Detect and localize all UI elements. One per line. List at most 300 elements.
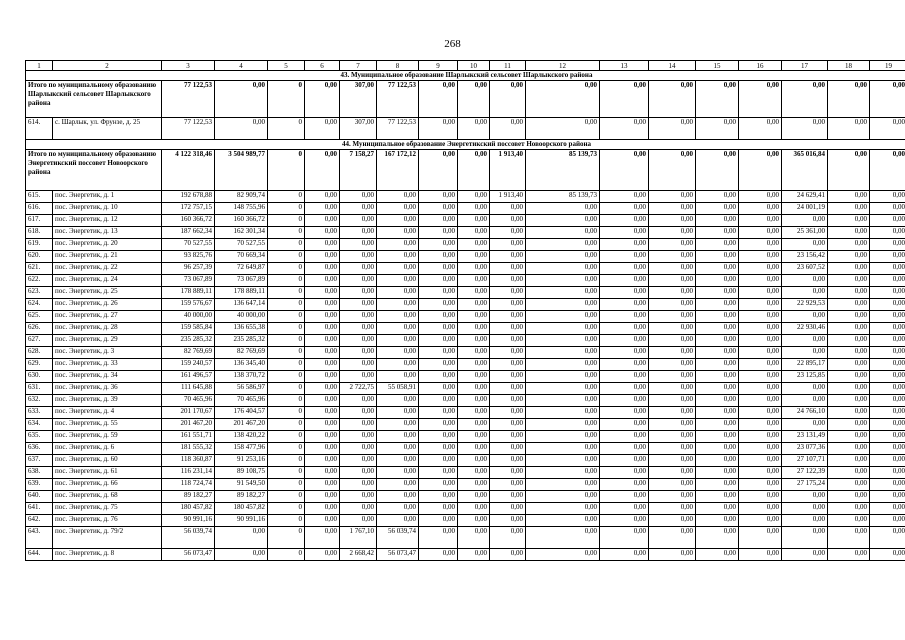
row-value: 159 240,57: [162, 359, 215, 371]
row-value: 0,00: [305, 455, 340, 467]
row-value: 0,00: [419, 383, 458, 395]
row-value: 0: [268, 491, 305, 503]
row-value: 0,00: [526, 491, 600, 503]
address: пос. Энергетик, д. 60: [53, 455, 162, 467]
row-number: 640.: [26, 491, 53, 503]
row-value: 0,00: [458, 251, 490, 263]
total-value: 4 122 318,46: [162, 150, 215, 191]
register-table: [25, 60, 905, 561]
row-value: 1 913,40: [490, 191, 526, 203]
address: пос. Энергетик, д. 29: [53, 335, 162, 347]
row-value: 0,00: [649, 407, 696, 419]
row-value: 0,00: [490, 347, 526, 359]
row-value: 0,00: [828, 215, 870, 227]
table-row: [26, 323, 905, 335]
row-number: 628.: [26, 347, 53, 359]
row-value: 0,00: [649, 371, 696, 383]
address: пос. Энергетик, д. 20: [53, 239, 162, 251]
row-value: 0,00: [458, 527, 490, 549]
row-number: 636.: [26, 443, 53, 455]
row-value: 118 360,87: [162, 455, 215, 467]
row-value: 0,00: [696, 287, 739, 299]
row-value: 0,00: [828, 455, 870, 467]
row-value: 0,00: [600, 203, 649, 215]
row-value: 0,00: [696, 467, 739, 479]
row-value: 0,00: [340, 203, 377, 215]
row-value: 2 668,42: [340, 549, 377, 561]
table-row: [26, 239, 905, 251]
row-value: 0,00: [340, 371, 377, 383]
row-value: 0,00: [739, 239, 782, 251]
row-number: 638.: [26, 467, 53, 479]
row-value: 0,00: [739, 299, 782, 311]
row-value: 0,00: [458, 191, 490, 203]
row-value: 0,00: [458, 395, 490, 407]
row-value: 0,00: [828, 371, 870, 383]
row-value: 0,00: [305, 419, 340, 431]
row-number: 635.: [26, 431, 53, 443]
row-value: 0,00: [828, 227, 870, 239]
row-value: 0,00: [490, 371, 526, 383]
row-value: 0,00: [340, 467, 377, 479]
row-value: 0,00: [600, 287, 649, 299]
row-value: 89 182,27: [215, 491, 268, 503]
row-value: 0,00: [739, 359, 782, 371]
row-value: 0,00: [377, 323, 419, 335]
row-value: 0,00: [870, 299, 905, 311]
row-value: 0,00: [600, 227, 649, 239]
address: пос. Энергетик, д. 66: [53, 479, 162, 491]
row-value: 0,00: [526, 467, 600, 479]
row-value: 0,00: [649, 395, 696, 407]
address: пос. Энергетик, д. 79/2: [53, 527, 162, 549]
table-row: [26, 203, 905, 215]
row-value: 0,00: [526, 455, 600, 467]
total-value: 0,00: [419, 81, 458, 118]
row-value: 0,00: [458, 407, 490, 419]
row-value: 0,00: [782, 347, 828, 359]
row-number: 616.: [26, 203, 53, 215]
column-number: 12: [526, 61, 600, 71]
address: с. Шарлык, ул. Фрунзе, д. 25: [53, 118, 162, 140]
row-value: 0: [268, 335, 305, 347]
row-value: 0,00: [419, 118, 458, 140]
row-value: 0: [268, 431, 305, 443]
row-value: 0,00: [458, 503, 490, 515]
row-value: 0,00: [526, 203, 600, 215]
total-value: 3 504 989,77: [215, 150, 268, 191]
row-value: 0,00: [696, 549, 739, 561]
row-value: 0,00: [305, 263, 340, 275]
row-value: 0,00: [377, 371, 419, 383]
row-value: 0,00: [649, 251, 696, 263]
row-value: 0,00: [305, 251, 340, 263]
row-number: 637.: [26, 455, 53, 467]
row-value: 0,00: [649, 263, 696, 275]
row-value: 0,00: [305, 347, 340, 359]
row-value: 0,00: [649, 323, 696, 335]
row-value: 0,00: [458, 549, 490, 561]
total-value: 0,00: [490, 81, 526, 118]
row-value: 85 139,73: [526, 191, 600, 203]
table-row: [26, 251, 905, 263]
row-value: 0,00: [526, 275, 600, 287]
row-value: 0,00: [490, 227, 526, 239]
row-value: 0: [268, 347, 305, 359]
row-value: 138 370,72: [215, 371, 268, 383]
row-value: 0,00: [739, 467, 782, 479]
total-value: 0,00: [600, 81, 649, 118]
row-value: 0,00: [377, 203, 419, 215]
total-value: 77 122,53: [162, 81, 215, 118]
address: пос. Энергетик, д. 25: [53, 287, 162, 299]
row-value: 0,00: [490, 359, 526, 371]
row-value: 0,00: [739, 443, 782, 455]
row-value: 23 125,85: [782, 371, 828, 383]
row-value: 0,00: [305, 287, 340, 299]
row-value: 0,00: [419, 311, 458, 323]
row-value: 0,00: [305, 239, 340, 251]
row-value: 0,00: [458, 347, 490, 359]
row-value: 0,00: [340, 347, 377, 359]
row-value: 0,00: [649, 479, 696, 491]
row-value: 0,00: [696, 239, 739, 251]
row-value: 0,00: [305, 395, 340, 407]
row-value: 0,00: [377, 443, 419, 455]
total-value: 0,00: [215, 81, 268, 118]
total-value: 0,00: [828, 150, 870, 191]
row-value: 0,00: [649, 215, 696, 227]
row-value: 0,00: [526, 549, 600, 561]
row-value: 0,00: [419, 299, 458, 311]
row-value: 0,00: [782, 419, 828, 431]
table-row: [26, 431, 905, 443]
row-value: 0,00: [340, 359, 377, 371]
row-value: 0,00: [828, 299, 870, 311]
row-value: 0,00: [739, 407, 782, 419]
row-value: 0,00: [305, 311, 340, 323]
row-value: 0,00: [215, 527, 268, 549]
row-value: 0,00: [739, 227, 782, 239]
row-value: 0,00: [419, 431, 458, 443]
row-value: 0,00: [458, 335, 490, 347]
row-value: 0,00: [526, 407, 600, 419]
row-value: 0,00: [458, 311, 490, 323]
row-value: 0,00: [377, 467, 419, 479]
row-value: 0,00: [870, 491, 905, 503]
row-value: 22 930,46: [782, 323, 828, 335]
row-value: 0,00: [696, 191, 739, 203]
row-value: 0,00: [870, 203, 905, 215]
row-value: 0,00: [340, 335, 377, 347]
row-value: 0,00: [870, 359, 905, 371]
row-value: 0,00: [696, 335, 739, 347]
total-value: 85 139,73: [526, 150, 600, 191]
row-value: 0,00: [490, 323, 526, 335]
row-value: 0,00: [458, 118, 490, 140]
row-value: 0,00: [782, 215, 828, 227]
row-value: 0,00: [739, 275, 782, 287]
row-value: 0,00: [305, 431, 340, 443]
section-title: 44. Муниципальное образование Энергетикский поссовет Новоорского района: [26, 140, 905, 150]
row-value: 0,00: [649, 299, 696, 311]
total-value: 307,00: [340, 81, 377, 118]
row-value: 0: [268, 455, 305, 467]
row-value: 187 662,34: [162, 227, 215, 239]
row-value: 24 629,41: [782, 191, 828, 203]
row-value: 0,00: [870, 215, 905, 227]
total-value: 0,00: [526, 81, 600, 118]
row-value: 148 755,96: [215, 203, 268, 215]
row-value: 0,00: [305, 203, 340, 215]
row-value: 0,00: [600, 395, 649, 407]
row-value: 0,00: [526, 251, 600, 263]
row-value: 161 496,57: [162, 371, 215, 383]
total-value: 0,00: [649, 150, 696, 191]
row-value: 0,00: [458, 431, 490, 443]
total-value: 0,00: [870, 150, 905, 191]
row-value: 0,00: [828, 275, 870, 287]
row-number: 633.: [26, 407, 53, 419]
row-value: 0,00: [696, 299, 739, 311]
row-value: 0,00: [419, 407, 458, 419]
row-value: 0,00: [649, 311, 696, 323]
row-value: 180 457,82: [215, 503, 268, 515]
row-value: 0,00: [377, 215, 419, 227]
row-value: 0,00: [696, 227, 739, 239]
row-value: 0,00: [526, 287, 600, 299]
row-value: 0,00: [600, 407, 649, 419]
total-value: 1 913,40: [490, 150, 526, 191]
row-value: 0,00: [782, 515, 828, 527]
total-value: 0,00: [600, 150, 649, 191]
row-value: 138 420,22: [215, 431, 268, 443]
row-value: 0: [268, 527, 305, 549]
row-value: 0,00: [696, 443, 739, 455]
row-value: 0,00: [526, 239, 600, 251]
row-number: 639.: [26, 479, 53, 491]
row-value: 0,00: [600, 443, 649, 455]
row-value: 0,00: [600, 419, 649, 431]
row-value: 0,00: [458, 383, 490, 395]
row-value: 0,00: [696, 323, 739, 335]
address: пос. Энергетик, д. 61: [53, 467, 162, 479]
row-value: 0,00: [490, 275, 526, 287]
address: пос. Энергетик, д. 33: [53, 359, 162, 371]
row-value: 0,00: [305, 515, 340, 527]
column-number: 8: [377, 61, 419, 71]
row-value: 0,00: [649, 443, 696, 455]
row-value: 0: [268, 251, 305, 263]
row-value: 136 345,40: [215, 359, 268, 371]
column-number: 3: [162, 61, 215, 71]
address: пос. Энергетик, д. 28: [53, 323, 162, 335]
row-value: 201 467,20: [162, 419, 215, 431]
row-value: 0,00: [782, 491, 828, 503]
row-value: 0,00: [305, 527, 340, 549]
total-value: 167 172,12: [377, 150, 419, 191]
column-number: 15: [696, 61, 739, 71]
row-value: 0: [268, 549, 305, 561]
row-value: 0,00: [649, 239, 696, 251]
row-value: 0: [268, 467, 305, 479]
row-value: 90 991,16: [162, 515, 215, 527]
row-value: 0,00: [649, 118, 696, 140]
row-value: 24 766,10: [782, 407, 828, 419]
row-value: 0,00: [870, 383, 905, 395]
column-number: 13: [600, 61, 649, 71]
column-number: 10: [458, 61, 490, 71]
row-value: 0,00: [305, 118, 340, 140]
row-value: 0,00: [739, 118, 782, 140]
row-value: 0,00: [526, 227, 600, 239]
row-value: 70 527,55: [215, 239, 268, 251]
row-value: 0,00: [419, 215, 458, 227]
row-value: 0,00: [870, 431, 905, 443]
row-value: 0,00: [490, 383, 526, 395]
row-value: 0,00: [870, 515, 905, 527]
row-value: 56 073,47: [162, 549, 215, 561]
row-value: 2 722,75: [340, 383, 377, 395]
row-value: 0,00: [377, 335, 419, 347]
row-value: 0,00: [340, 443, 377, 455]
row-value: 0,00: [828, 419, 870, 431]
row-value: 0,00: [870, 419, 905, 431]
row-value: 0,00: [305, 467, 340, 479]
table-row: [26, 515, 905, 527]
row-value: 0,00: [828, 383, 870, 395]
column-number: 18: [828, 61, 870, 71]
row-value: 0,00: [649, 359, 696, 371]
row-number: 632.: [26, 395, 53, 407]
table-row: [26, 491, 905, 503]
row-value: 0,00: [828, 395, 870, 407]
row-value: 0,00: [828, 431, 870, 443]
row-value: 0,00: [649, 203, 696, 215]
row-value: 0: [268, 299, 305, 311]
row-value: 82 909,74: [215, 191, 268, 203]
row-value: 0,00: [215, 549, 268, 561]
row-value: 0,00: [458, 287, 490, 299]
row-value: 136 655,38: [215, 323, 268, 335]
section-total-row: [26, 81, 905, 118]
row-value: 0,00: [340, 215, 377, 227]
row-value: 0,00: [458, 515, 490, 527]
row-value: 0,00: [526, 311, 600, 323]
row-value: 0,00: [782, 395, 828, 407]
row-value: 22 929,53: [782, 299, 828, 311]
row-value: 0,00: [782, 549, 828, 561]
row-value: 0,00: [870, 407, 905, 419]
address: пос. Энергетик, д. 22: [53, 263, 162, 275]
row-value: 0,00: [696, 383, 739, 395]
row-value: 0,00: [419, 371, 458, 383]
row-value: 0,00: [305, 359, 340, 371]
row-value: 0,00: [490, 467, 526, 479]
row-value: 0,00: [340, 419, 377, 431]
table-row: [26, 467, 905, 479]
row-value: 0,00: [828, 311, 870, 323]
address: пос. Энергетик, д. 75: [53, 503, 162, 515]
row-value: 180 457,82: [162, 503, 215, 515]
row-value: 161 551,71: [162, 431, 215, 443]
row-value: 0,00: [526, 443, 600, 455]
row-value: 27 122,39: [782, 467, 828, 479]
row-value: 0,00: [828, 491, 870, 503]
row-value: 0: [268, 287, 305, 299]
row-value: 0,00: [340, 311, 377, 323]
row-value: 0,00: [696, 455, 739, 467]
row-value: 0,00: [600, 359, 649, 371]
row-value: 0,00: [377, 431, 419, 443]
column-number: 9: [419, 61, 458, 71]
row-value: 0,00: [490, 335, 526, 347]
row-value: 172 757,15: [162, 203, 215, 215]
row-value: 0,00: [739, 215, 782, 227]
row-number: 642.: [26, 515, 53, 527]
row-value: 0,00: [419, 503, 458, 515]
row-value: 0,00: [305, 299, 340, 311]
row-value: 0,00: [340, 323, 377, 335]
row-value: 56 586,97: [215, 383, 268, 395]
row-value: 0: [268, 239, 305, 251]
row-value: 0,00: [870, 549, 905, 561]
row-value: 56 039,74: [377, 527, 419, 549]
row-value: 0,00: [600, 251, 649, 263]
row-value: 0,00: [600, 503, 649, 515]
row-value: 0,00: [739, 479, 782, 491]
row-value: 0,00: [739, 263, 782, 275]
row-value: 0,00: [419, 491, 458, 503]
row-value: 0,00: [828, 549, 870, 561]
row-value: 0,00: [340, 491, 377, 503]
address: пос. Энергетик, д. 10: [53, 203, 162, 215]
section-title-row: [26, 140, 905, 150]
row-value: 0,00: [600, 527, 649, 549]
row-value: 0: [268, 419, 305, 431]
row-value: 0,00: [739, 383, 782, 395]
row-value: 77 122,53: [162, 118, 215, 140]
row-value: 0,00: [340, 455, 377, 467]
column-number: 5: [268, 61, 305, 71]
row-value: 25 361,00: [782, 227, 828, 239]
row-value: 0,00: [340, 407, 377, 419]
row-value: 0,00: [696, 431, 739, 443]
address: пос. Энергетик, д. 34: [53, 371, 162, 383]
row-value: 72 649,87: [215, 263, 268, 275]
address: пос. Энергетик, д. 21: [53, 251, 162, 263]
row-value: 0,00: [490, 527, 526, 549]
row-value: 0,00: [490, 455, 526, 467]
row-value: 0,00: [600, 299, 649, 311]
row-value: 0,00: [739, 203, 782, 215]
row-value: 0,00: [696, 251, 739, 263]
table-row: [26, 407, 905, 419]
row-value: 0,00: [305, 479, 340, 491]
row-value: 0,00: [870, 311, 905, 323]
row-value: 0,00: [377, 503, 419, 515]
row-value: 0,00: [419, 527, 458, 549]
row-number: 629.: [26, 359, 53, 371]
row-value: 0: [268, 275, 305, 287]
row-value: 0,00: [870, 251, 905, 263]
row-value: 0,00: [377, 227, 419, 239]
column-number-row: [26, 61, 905, 71]
row-value: 0,00: [340, 191, 377, 203]
row-value: 0,00: [490, 118, 526, 140]
row-value: 0,00: [458, 239, 490, 251]
total-value: 0,00: [305, 81, 340, 118]
